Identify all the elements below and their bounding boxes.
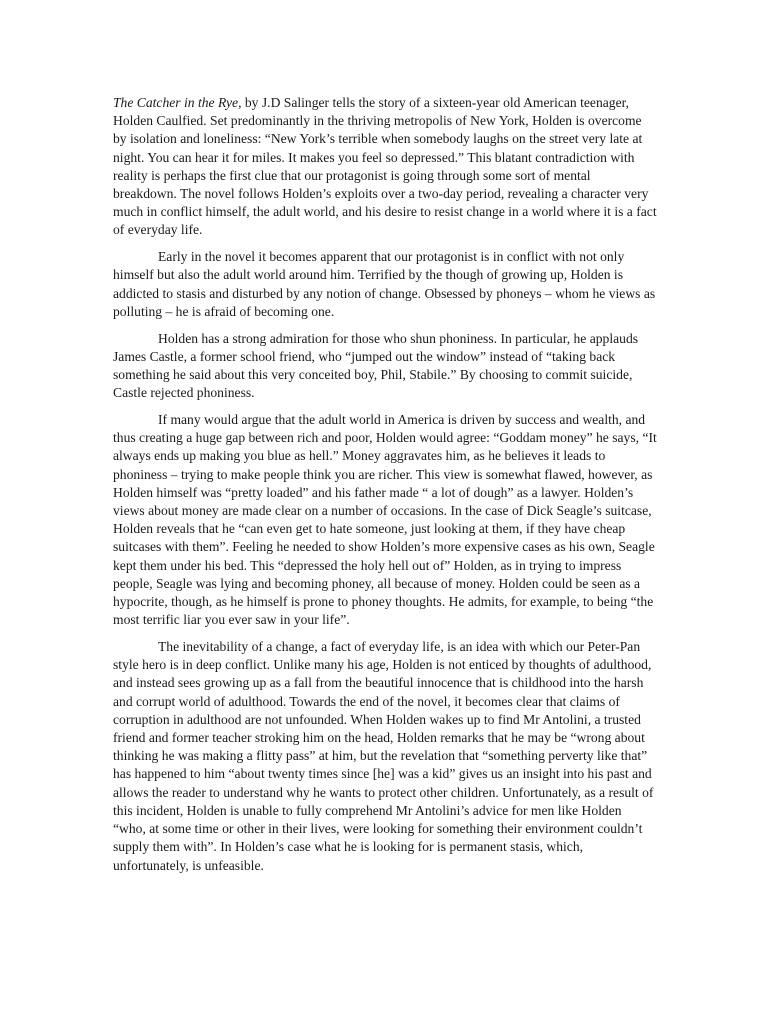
paragraph-intro-text: by J.D Salinger tells the story of a sixteen-year old American teenager, Holden Caulfied. Set predominantly in the thriving metropolis of New York, Holden is overcome by isolation and loneliness: “New York’s terrible when somebody laughs on the street very late at night. You can hear it for miles. It makes you feel so depressed.” This blatant contradiction with reality is perhaps the first clue that our protagonist is going through some sort of mental breakdown. The novel follows Holden’s exploits over a two-day period, revealing a character very much in conflict himself, the adult world, and his desire to resist change in a world where it is a fact of everyday life. <box>113 95 657 238</box>
paragraph-intro <box>113 94 657 240</box>
paragraph-change: The inevitability of a change, a fact of everyday life, is an idea with which our Peter-Pan style hero is in deep conflict. Unlike many his age, Holden is not enticed by thoughts of adulthood, and instead sees growing up as a fall from the beautiful innocence that is childhood into the harsh and corrupt world of adulthood. Towards the end of the novel, it becomes clear that claims of corruption in adulthood are not unfounded. When Holden wakes up to find Mr Antolini, a trusted friend and former teacher stroking him on the head, Holden remarks that he may be “wrong about thinking he was making a flitty pass” at him, but the revelation that “something perverty like that” has happened to him “about twenty times since [he] was a kid” gives us an insight into his past and allows the reader to understand why he wants to protect other children. Unfortunately, as a result of this incident, Holden is unable to fully comprehend Mr Antolini’s advice for men like Holden “who, at some time or other in their lives, were looking for something their environment couldn’t supply them with”. In Holden’s case what he is looking for is permanent stasis, which, unfortunately, is unfeasible. <box>113 639 654 873</box>
essay-body <box>113 94 657 883</box>
paragraph-phoniness: Holden has a strong admiration for those who shun phoniness. In particular, he applauds James Castle, a former school friend, who “jumped out the window” instead of “taking back something he said about this very conceited boy, Phil, Stabile.” By choosing to commit suicide, Castle rejected phoniness. <box>113 330 639 401</box>
paragraph-conflict: Early in the novel it becomes apparent that our protagonist is in conflict with not only himself but also the adult world around him. Terrified by the though of growing up, Holden is addicted to stasis and disturbed by any notion of change. Obsessed by phoneys – whom he views as polluting – he is afraid of becoming one. <box>113 249 656 319</box>
paragraph-money: If many would argue that the adult world in America is driven by success and wealth, and thus creating a huge gap between rich and poor, Holden would agree: “Goddam money” he says, “It always ends up making you blue as hell.” Money aggravates him, as he believes it leads to phoniness – trying to make people think you are richer. This view is somewhat flawed, however, as Holden himself was “pretty loaded” and his father made “ a lot of dough” as a lawyer. Holden’s views about money are made clear on a number of occasions. In the case of Dick Seagle’s suitcase, Holden reveals that he “can even get to hate someone, just looking at them, if they have cheap suitcases with them”. Feeling he needed to show Holden’s more expensive cases as his own, Seagle kept them under his bed. This “depressed the holy hell out of” Holden, as in trying to impress people, Seagle was lying and becoming phoney, all because of money. Holden could be seen as a hypocrite, though, as he himself is prone to phoney thoughts. He admits, for example, to being “the most terrific liar you ever saw in your life”. <box>113 412 657 628</box>
book-title: The Catcher in the Rye, <box>113 95 242 110</box>
